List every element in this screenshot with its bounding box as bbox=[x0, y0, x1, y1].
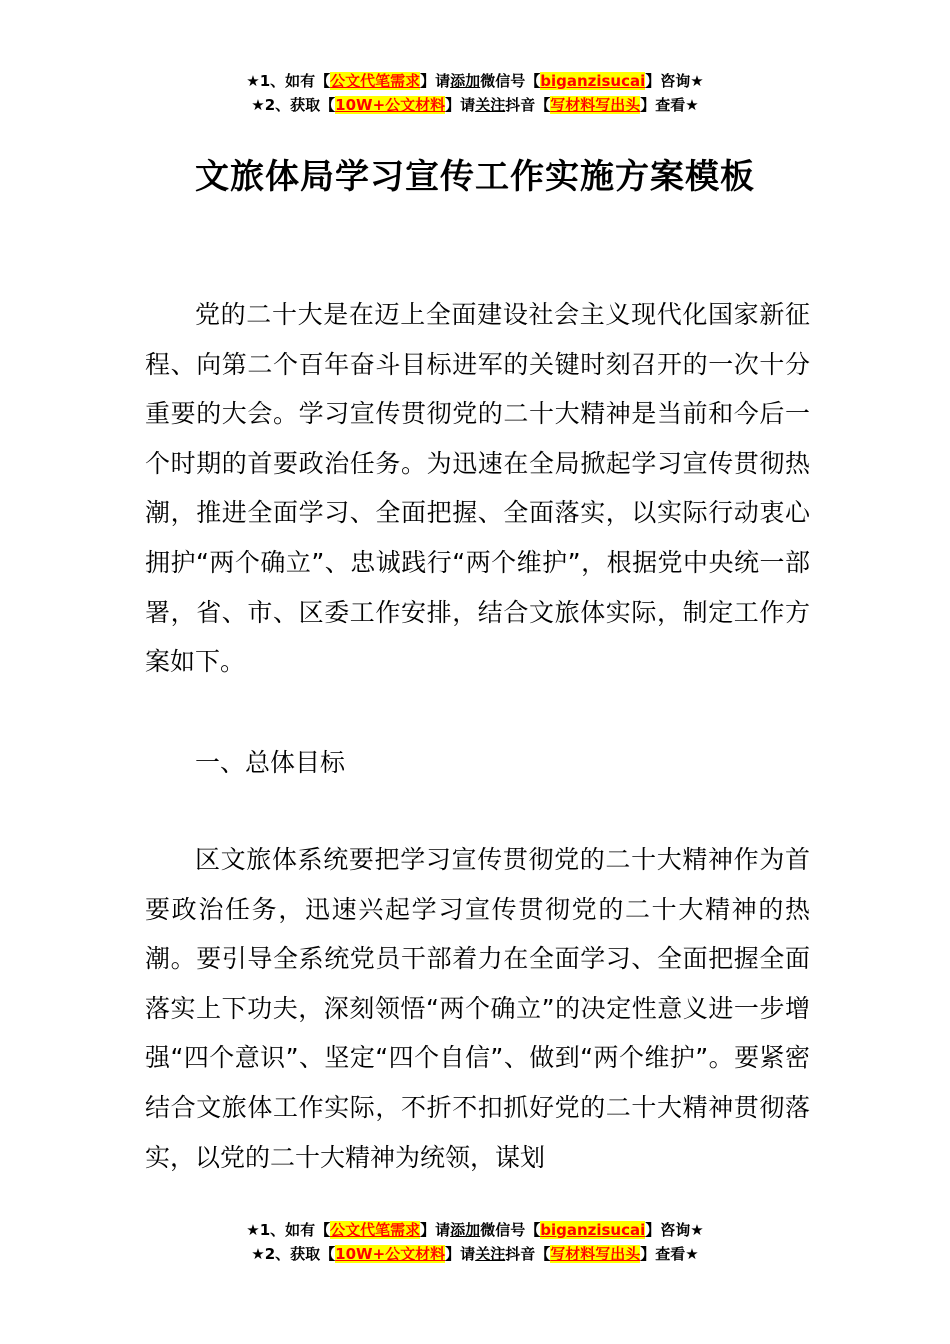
banner-text: 微信号【 bbox=[480, 72, 541, 90]
banner-emphasis: 关注 bbox=[475, 96, 506, 114]
banner-line-1 bbox=[0, 1218, 950, 1242]
star-icon: ★ bbox=[246, 1221, 260, 1239]
banner-emphasis: 添加 bbox=[450, 72, 481, 90]
star-icon: ★ bbox=[685, 96, 699, 114]
banner-text: 】查看 bbox=[640, 96, 686, 114]
banner-text: 】查看 bbox=[640, 1245, 686, 1263]
highlight-materials: 10W+公文材料 bbox=[335, 96, 446, 114]
banner-text: 】请 bbox=[420, 72, 451, 90]
banner-text: 2、获取【 bbox=[264, 96, 336, 114]
banner-emphasis: 关注 bbox=[475, 1245, 506, 1263]
star-icon: ★ bbox=[690, 72, 704, 90]
section-heading-overall-goal: 一、总体目标 bbox=[195, 748, 346, 777]
highlight-materials: 10W+公文材料 bbox=[335, 1245, 446, 1263]
header-banner bbox=[0, 69, 950, 117]
highlight-ghostwriting: 公文代笔需求 bbox=[330, 72, 421, 90]
star-icon: ★ bbox=[690, 1221, 704, 1239]
banner-text: 抖音【 bbox=[505, 96, 551, 114]
highlight-wechat-id: biganzisucai bbox=[540, 72, 646, 90]
highlight-ghostwriting: 公文代笔需求 bbox=[330, 1221, 421, 1239]
star-icon: ★ bbox=[251, 1245, 265, 1263]
banner-text: 2、获取【 bbox=[264, 1245, 336, 1263]
banner-line-2 bbox=[0, 93, 950, 117]
banner-text: 】咨询 bbox=[645, 1221, 691, 1239]
star-icon: ★ bbox=[246, 72, 260, 90]
banner-text: 】请 bbox=[445, 1245, 476, 1263]
highlight-douyin-account: 写材料写出头 bbox=[550, 1245, 641, 1263]
paragraph-intro: 党的二十大是在迈上全面建设社会主义现代化国家新征程、向第二个百年奋斗目标进军的关键时刻召开的一次十分重要的大会。学习宣传贯彻党的二十大精神是当前和今后一个时期的首要政治任务。为迅速在全局掀起学习宣传贯彻热潮，推进全面学习、全面把握、全面落实，以实际行动衷心拥护“两个确立”、忠诚践行“两个维护”，根据党中央统一部署，省、市、区委工作安排，结合文旅体实际，制定工作方案如下。 bbox=[145, 300, 810, 677]
banner-text: 】请 bbox=[445, 96, 476, 114]
document-title: 文旅体局学习宣传工作实施方案模板 bbox=[195, 157, 755, 197]
footer-banner bbox=[0, 1218, 950, 1266]
paragraph-overall-goal: 区文旅体系统要把学习宣传贯彻党的二十大精神作为首要政治任务，迅速兴起学习宣传贯彻党的二十大精神的热潮。要引导全系统党员干部着力在全面学习、全面把握全面落实上下功夫，深刻领悟“两个确立”的决定性意义进一步增强“四个意识”、坚定“四个自信”、做到“两个维护”。要紧密结合文旅体工作实际，不折不扣抓好党的二十大精神贯彻落实，以党的二十大精神为统领，谋划 bbox=[145, 845, 810, 1172]
banner-text: 1、如有【 bbox=[259, 1221, 331, 1239]
banner-emphasis: 添加 bbox=[450, 1221, 481, 1239]
banner-text: 】请 bbox=[420, 1221, 451, 1239]
banner-text: 】咨询 bbox=[645, 72, 691, 90]
banner-text: 微信号【 bbox=[480, 1221, 541, 1239]
highlight-wechat-id: biganzisucai bbox=[540, 1221, 646, 1239]
highlight-douyin-account: 写材料写出头 bbox=[550, 96, 641, 114]
banner-line-1 bbox=[0, 69, 950, 93]
banner-line-2 bbox=[0, 1242, 950, 1266]
banner-text: 抖音【 bbox=[505, 1245, 551, 1263]
star-icon: ★ bbox=[251, 96, 265, 114]
banner-text: 1、如有【 bbox=[259, 72, 331, 90]
star-icon: ★ bbox=[685, 1245, 699, 1263]
